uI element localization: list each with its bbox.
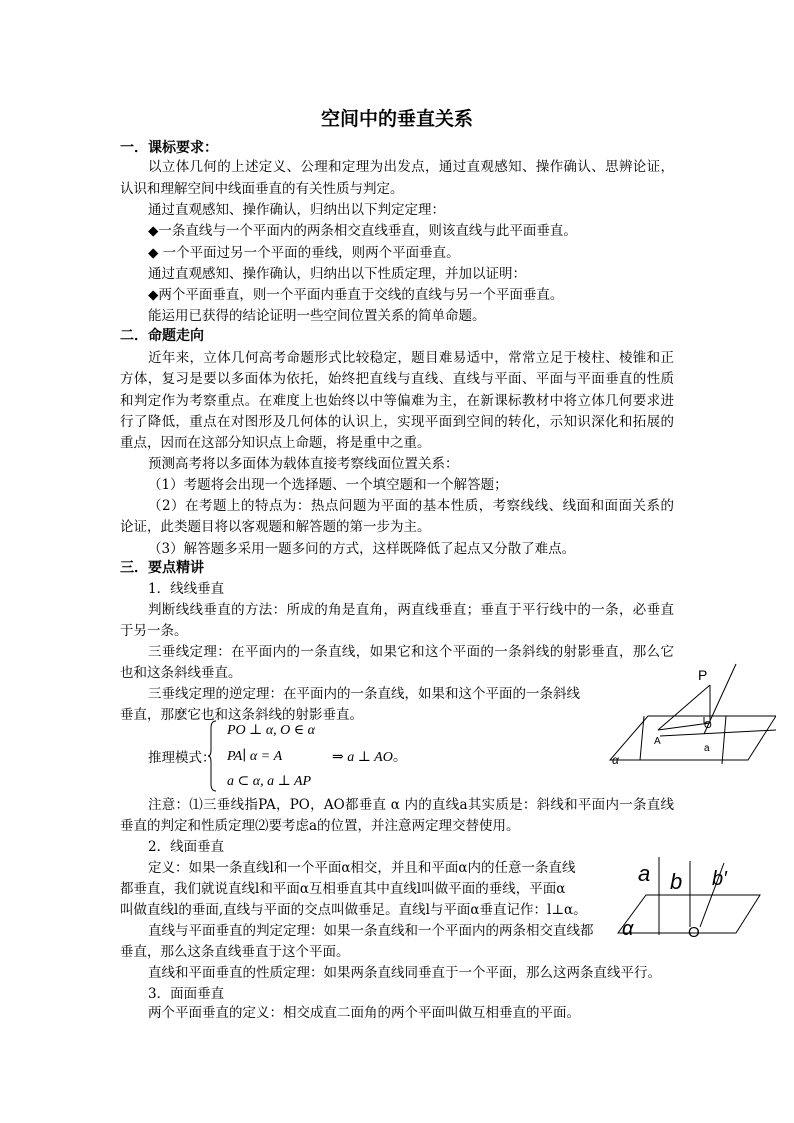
premise-row: PO ⊥ α, O ∈ α [227,723,315,738]
paragraph-line: 通过直观感知、操作确认，归纳出以下判定定理： [148,202,445,218]
paragraph-line: 也和这条斜线垂直。 [120,665,242,681]
list-item: （2）在考题上的特点为：热点问题为平面的基本性质，考察线线、线面和面面关系的 [148,498,674,514]
bullet-item: ◆一条直线与一个平面内的两条相交直线垂直，则该直线与此平面垂直。 [148,223,577,239]
paragraph-line: 定义：如果一条直线l和一个平面α相交，并且和平面α内的任意一条直线 [148,860,576,876]
paragraph-line: 方体，复习是要以多面体为依托，始终把直线与直线、直线与平面、平面与平面垂直的性质 [120,371,674,387]
premise-row: PA∣ α = A [227,749,283,764]
paragraph-line: 能运用已获得的结论证明一些空间位置关系的简单命题。 [148,308,486,324]
note-line: 注意：⑴三垂线指PA，PO，AO都垂直 α 内的直线a其实质是：斜线和平面内一条直线 [148,797,674,813]
paragraph-line: 判断线线垂直的方法：所成的角是直角，两直线垂直；垂直于平行线中的一条，必垂直 [148,602,674,618]
conclusion-period: 。 [392,750,407,765]
page-title: 空间中的垂直关系 [320,108,473,130]
line-a-label: a [704,743,710,754]
subsection-heading: 2．线面垂直 [148,839,225,855]
bullet-item: ◆两个平面垂直，则一个平面内垂直于交线的直线与另一个平面垂直。 [148,287,564,303]
paragraph-line: 近年来，立体几何高考命题形式比较稳定，题目难易适中，常常立足于棱柱、棱锥和正 [148,350,674,366]
paragraph-line: 直线和平面垂直的性质定理：如果两条直线同垂直于一个平面，那么这两条直线平行。 [148,965,661,981]
plane-alpha-label: α [612,753,619,767]
premise-row: a ⊂ α, a ⊥ AP [227,774,312,789]
paragraph-line: 三垂线定理：在平面内的一条直线，如果它和这个平面的一条斜线的射影垂直，那么它 [148,644,674,660]
paragraph-line: 行了降低，重点在对图形及几何体的认识上，实现平面到空间的转化，示知识深化和拓展的 [120,414,674,430]
subsection-heading: 1．线线垂直 [148,581,225,597]
paragraph-line: 通过直观感知、操作确认，归纳出以下性质定理，并加以证明： [148,266,526,282]
point-a-label: A [654,736,661,747]
paragraph-line: 和判定作为考察重点。在难度上也始终以中等偏难为主，在新课标教材中将立体几何要求进 [120,393,674,409]
point-o-label: O [704,720,712,731]
list-item: （3）解答题多采用一题多问的方式，这样既降低了起点又分散了难点。 [148,541,576,557]
paragraph-line: 直线与平面垂直的判定定理：如果一条直线和一个平面内的两条相交直线都 [148,923,594,939]
section-heading-standards: 一．课标要求： [120,140,218,156]
reasoning-label: 推理模式： [148,750,216,766]
line-plane-perpendicular-figure [610,855,770,945]
plane-alpha-label: α [622,918,634,940]
paragraph-line: 叫做直线l的垂面,直线与平面的交点叫做垂足。直线l与平面α垂直记作：l⊥α。 [120,902,587,918]
line-b-prime-label: b′ [712,868,727,890]
paragraph-line: 垂直，那麽它也和这条斜线的射影垂直。 [120,707,363,723]
paragraph-line: 预测高考将以多面体为载体直接考察线面位置关系： [148,456,459,472]
reasoning-conclusion [332,746,407,766]
conclusion-formula: ⇒ a ⊥ AO [332,750,393,765]
paragraph-line: 论证，此类题目将以客观题和解答题的第一步为主。 [120,519,431,535]
paragraph-line: 两个平面垂直的定义：相交成直二面角的两个平面叫做互相垂直的平面。 [148,1005,580,1021]
bullet-item: ◆ 一个平面过另一个平面的垂线，则两个平面垂直。 [148,245,460,261]
note-line: 垂直的判定和性质定理⑵要考虑a的位置，并注意两定理交替使用。 [120,818,520,834]
brace-icon [208,720,218,792]
point-p-label: P [698,667,708,683]
point-o-label: O [688,924,700,941]
paragraph-line: 认识和理解空间中线面垂直的有关性质与判定。 [120,181,404,197]
subsection-heading: 3．面面垂直 [148,986,225,1002]
list-item: （1）考题将会出现一个选择题、一个填空题和一个解答题； [148,477,508,493]
three-perpendiculars-figure [600,660,776,772]
paragraph-line: 都垂直，我们就说直线l和平面α互相垂直其中直线l叫做平面的垂线，平面α [120,881,566,897]
section-heading-key-points: 三．要点精讲 [120,560,204,576]
paragraph-line: 以立体几何的上述定义、公理和定理为出发点，通过直观感知、操作确认、思辨论证， [148,159,674,175]
paragraph-line: 重点，因而在这部分知识点上命题，将是重中之重。 [120,435,431,451]
paragraph-line: 三垂线定理的逆定理：在平面内的一条直线，如果和这个平面的一条斜线 [148,686,580,702]
paragraph-line: 于另一条。 [120,623,188,639]
line-a-label: a [638,861,651,886]
paragraph-line: 垂直，那么这条直线垂直于这个平面。 [120,944,350,960]
line-b-label: b [670,869,683,894]
section-heading-trends: 二．命题走向 [120,328,204,344]
